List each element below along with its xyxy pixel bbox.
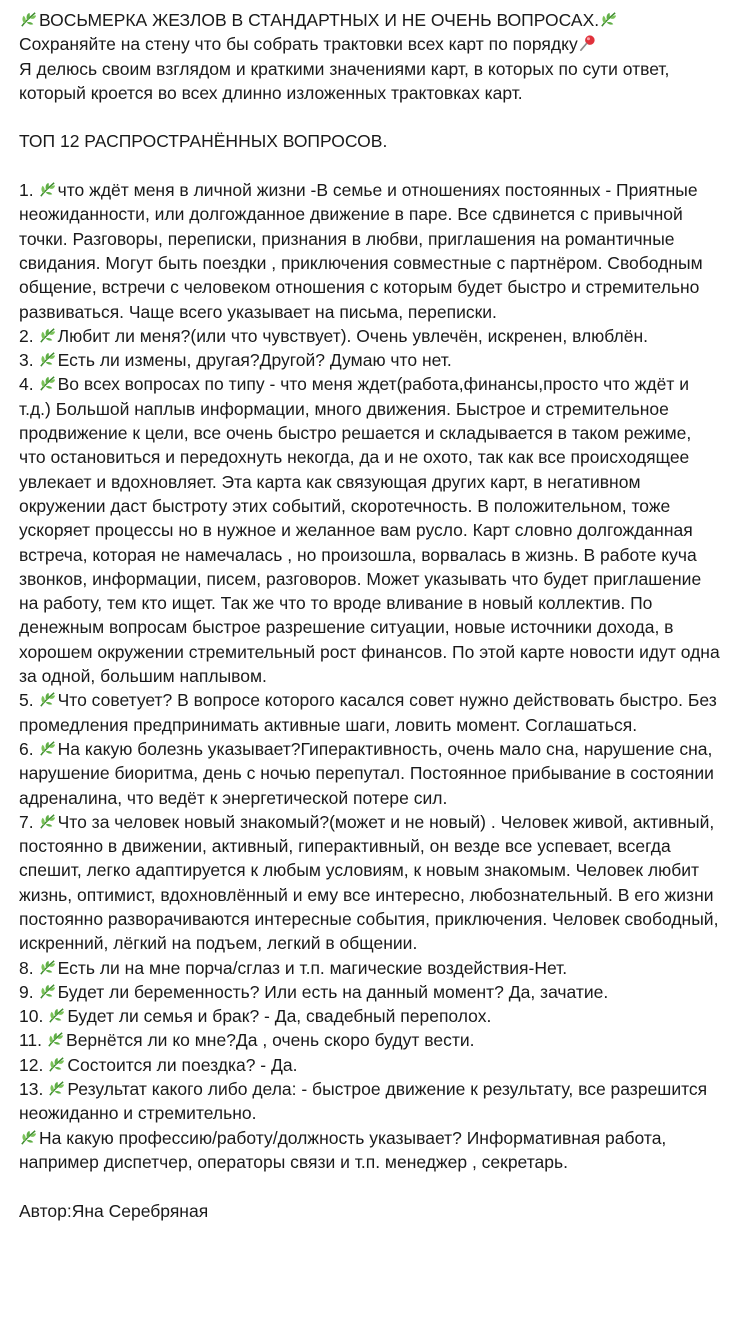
post-title: [19, 8, 721, 32]
extra-question: [19, 1126, 721, 1175]
question-text: Результат какого либо дела: - быстрое движение к результату, все разрешится неожиданно и стремительно.: [19, 1079, 708, 1124]
question-item: [19, 324, 721, 348]
question-item: [19, 372, 721, 688]
herb-leaf-icon: [599, 10, 618, 29]
question-text: Что советует? В вопросе которого касался совет нужно действовать быстро. Без промедления предпринимать активные шаги, ловить момент. Соглашаться.: [19, 690, 717, 735]
question-text: Вернётся ли ко мне?Да , очень скоро будут вести.: [66, 1030, 475, 1051]
question-item: [19, 1004, 721, 1028]
herb-leaf-icon: [38, 326, 57, 345]
question-item: [19, 980, 721, 1004]
herb-leaf-icon: [19, 1128, 38, 1147]
herb-leaf-icon: [38, 180, 57, 199]
question-number: 11.: [19, 1030, 43, 1051]
intro-line-1-text: Сохраняйте на стену что бы собрать трактовки всех карт по порядку: [19, 34, 578, 55]
question-text: Что за человек новый знакомый?(может и не новый) . Человек живой, активный, постоянно в движении, активный, гиперактивный, он везде все успевает, всегда спешит, легко адаптируется к любым условиям, к новым знакомым. Человек любит жизнь, оптимист, вдохновлённый и ему все интересно, любознательный. В его жизни постоянно разворачиваются интересные события, приключения. Человек свободный, искренний, лёгкий на подъем, легкий в общении.: [19, 811, 719, 954]
subtitle: ТОП 12 РАСПРОСТРАНЁННЫХ ВОПРОСОВ.: [19, 131, 388, 152]
question-text: Во всех вопросах по типу - что меня ждет(работа,финансы,просто что ждёт и т.д.) Большой наплыв информации, много движения. Быстрое и стремительное продвижение к цели, все очень быстро решается и складывается в таком режиме, что остановиться и передохнуть некогда, да и не охото, так как все происходящее увлекает и вдохновляет. Эта карта как связующая других карт, в негативном окружении даст быстроту этих событий, скоротечность. В положительном, тоже ускоряет процессы но в нужное и желанное вам русло. Карт словно долгожданная встреча, которая не намечалась , но произошла, ворвалась в жизнь. В работе куча звонков, информации, писем, разговоров. Может указывать что будет приглашение на работу, тем кто ищет. Так же что то вроде вливание в новый коллектив. По денежным вопросам быстрое разрешение ситуации, новые источники дохода, в хорошем окружении стремительный рост финансов. По этой карте новости идут одна за одной, большим наплывом.: [19, 374, 720, 687]
question-text: Есть ли на мне порча/сглаз и т.п. магические воздействия-Нет.: [57, 957, 568, 978]
question-number: 4.: [19, 374, 34, 395]
herb-leaf-icon: [38, 350, 57, 369]
question-number: 5.: [19, 690, 34, 711]
question-list: [19, 178, 721, 1126]
question-item: [19, 810, 721, 956]
question-item: [19, 178, 721, 324]
question-text: Состоится ли поездка? - Да.: [67, 1054, 298, 1075]
post-title-text: ВОСЬМЕРКА ЖЕЗЛОВ В СТАНДАРТНЫХ И НЕ ОЧЕНЬ ВОПРОСАХ.: [39, 10, 600, 30]
question-text: На какую болезнь указывает?Гиперактивность, очень мало сна, нарушение сна, нарушение биоритма, день с ночью перепутал. Постоянное прибывание в состоянии адреналина, что ведёт к энергетической потере сил.: [19, 738, 714, 808]
question-number: 12.: [19, 1054, 44, 1075]
herb-leaf-icon: [38, 958, 57, 977]
question-item: [19, 737, 721, 810]
question-number: 2.: [19, 325, 34, 346]
pushpin-icon: [578, 34, 597, 53]
question-number: 8.: [19, 957, 34, 978]
herb-leaf-icon: [47, 1006, 66, 1025]
question-text: Будет ли беременность? Или есть на данный момент? Да, зачатие.: [57, 981, 609, 1002]
question-item: [19, 1028, 721, 1052]
question-number: 6.: [19, 738, 34, 759]
question-number: 7.: [19, 811, 34, 832]
herb-leaf-icon: [38, 374, 57, 393]
question-item: [19, 1077, 721, 1126]
question-item: [19, 956, 721, 980]
question-number: 3.: [19, 350, 34, 371]
intro-line-2: Я делюсь своим взглядом и краткими значениями карт, в которых по сути ответ, который кроется во всех длинно изложенных трактовках карт.: [19, 58, 670, 103]
herb-leaf-icon: [47, 1055, 66, 1074]
question-item: [19, 1053, 721, 1077]
question-number: 1.: [19, 180, 34, 201]
question-number: 10.: [19, 1006, 44, 1027]
herb-leaf-icon: [38, 812, 57, 831]
author: Автор:Яна Серебряная: [19, 1200, 209, 1221]
herb-leaf-icon: [47, 1079, 66, 1098]
question-text: Будет ли семья и брак? - Да, свадебный переполох.: [67, 1006, 492, 1027]
extra-question-text: На какую профессию/работу/должность указывает? Информативная работа, например диспетчер, операторы связи и т.п. менеджер , секретарь.: [19, 1127, 667, 1172]
herb-leaf-icon: [19, 10, 38, 29]
intro-line-1: [19, 32, 721, 56]
question-item: [19, 348, 721, 372]
question-number: 9.: [19, 981, 34, 1002]
question-text: что ждёт меня в личной жизни -В семье и отношениях постоянных - Приятные неожиданности, или долгожданное движение в паре. Все сдвинется с привычной точки. Разговоры, переписки, признания в любви, приглашения на романтичные свидания. Могут быть поездки , приключения совместные с партнёром. Свободным общение, встречи с человеком отношения с которым будет быстро и стремительно развиваться. Чаще всего указывает на письма, переписки.: [19, 180, 703, 322]
herb-leaf-icon: [38, 739, 57, 758]
question-text: Есть ли измены, другая?Другой? Думаю что нет.: [57, 350, 452, 371]
herb-leaf-icon: [38, 982, 57, 1001]
question-number: 13.: [19, 1079, 44, 1100]
herb-leaf-icon: [46, 1030, 65, 1049]
herb-leaf-icon: [38, 690, 57, 709]
question-item: [19, 688, 721, 737]
question-text: Любит ли меня?(или что чувствует). Очень увлечён, искренен, влюблён.: [57, 325, 649, 346]
